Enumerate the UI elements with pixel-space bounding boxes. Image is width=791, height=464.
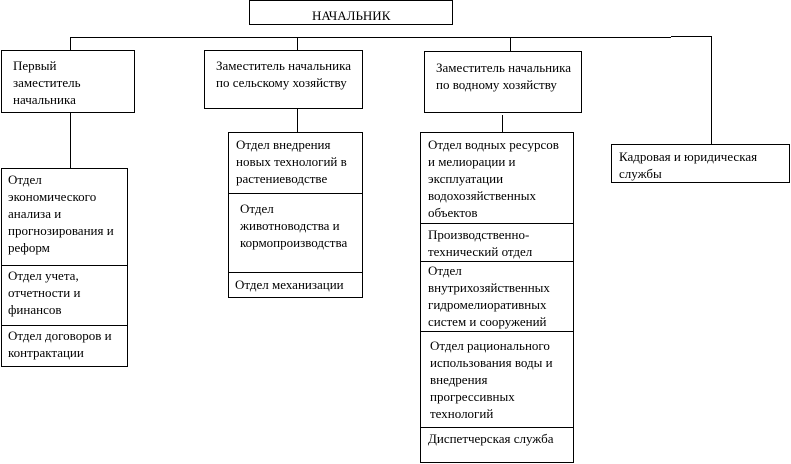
connector-line [502,115,503,132]
department-label: Отдел животноводства и кормопроизводства [240,201,348,250]
connector-line [70,112,71,168]
department-label: Отдел рационального использования воды и внедрения прогрессивных технологий [430,338,553,421]
department-label: Отдел внедрения новых технологий в растениеводстве [236,137,347,186]
department-cell [2,325,127,367]
department-cell [229,133,362,193]
department-cell [421,223,573,261]
water-departments [420,132,574,463]
department-cell [421,133,573,223]
connector-line [297,37,298,50]
first-deputy-label: Первый заместитель начальника [13,58,81,107]
connector-line [70,37,71,50]
department-cell [229,193,362,273]
hr-legal-label: Кадровая и юридическая службы [619,149,758,181]
agri-departments [228,132,363,298]
connector-line [297,108,298,132]
department-cell [229,272,362,298]
agri-deputy-label: Заместитель начальника по сельскому хозяйству [216,58,351,90]
department-label: Отдел механизации [235,277,344,292]
chief-box [249,0,453,25]
connector-line [711,36,712,144]
connector-line [70,37,671,38]
connector-line [671,36,712,37]
agri-deputy-box [204,50,363,109]
hr-legal-box [611,144,790,183]
water-deputy-box [424,51,582,113]
department-cell [421,331,573,427]
department-label: Отдел водных ресурсов и мелиорации и эксплуатации водохозяйственных объектов [428,137,559,220]
first-deputy-departments [1,168,128,367]
department-label: Производственно- технический отдел [428,227,533,259]
department-label: Отдел договоров и контрактации [8,328,112,360]
department-cell [421,427,573,463]
water-deputy-label: Заместитель начальника по водному хозяйству [436,60,571,92]
department-label: Отдел экономического анализа и прогнозирования и реформ [8,172,114,255]
department-label: Отдел внутрихозяйственных гидромелиоративных систем и сооружений [428,263,550,329]
chief-label: НАЧАЛЬНИК [312,8,391,23]
department-label: Отдел учета, отчетности и финансов [8,268,81,317]
first-deputy-box [1,50,135,113]
department-label: Диспетчерская служба [428,431,554,446]
department-cell [421,261,573,331]
department-cell [2,169,127,265]
department-cell [2,265,127,326]
connector-line [510,37,511,51]
